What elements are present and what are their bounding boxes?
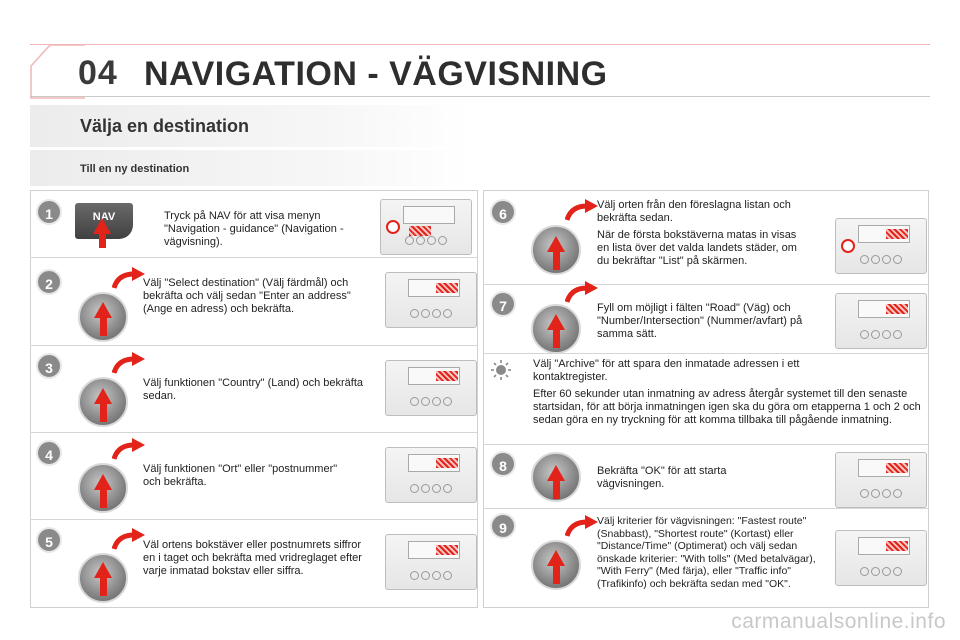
press-arrow-icon <box>94 388 112 404</box>
radio-unit-4 <box>385 447 477 503</box>
press-arrow-stem <box>553 566 560 584</box>
press-arrow-stem <box>100 318 107 336</box>
radio-unit-8 <box>835 452 927 508</box>
tip-row <box>483 353 929 354</box>
rotate-arrow-icon <box>565 198 599 222</box>
rotate-arrow-icon <box>112 527 146 551</box>
step-1-text: Tryck på NAV för att visa menyn "Navigation - guidance" (Navigation - vägvisning). <box>164 210 344 248</box>
step-6-note: När de första bokstäverna matas in visas en lista över det valda landets städer, om du bekräftar "List" på skärmen. <box>597 229 797 267</box>
press-arrow-icon <box>94 562 112 578</box>
press-arrow-icon <box>547 465 565 481</box>
step-8-row <box>483 444 929 445</box>
press-arrow-icon <box>547 314 565 330</box>
tip-lightbulb-icon <box>490 359 512 381</box>
rotate-arrow-icon <box>112 351 146 375</box>
step-9-row <box>483 508 929 509</box>
step-3-row <box>30 345 478 346</box>
step-2-text: Välj "Select destination" (Välj färdmål) och bekräfta och välj sedan "Enter an address" (Ange en adress) och bekräfta. <box>143 277 351 315</box>
chapter-number: 04 <box>78 54 118 92</box>
step-7-row <box>483 284 929 285</box>
step-4-row <box>30 432 478 433</box>
step-3-badge: 3 <box>36 353 62 379</box>
header-divider <box>30 96 930 97</box>
tip-note: Efter 60 sekunder utan inmatning av adress återgår systemet till den senaste startsidan, för att börja inmatningen igen ska du göra om etapperna 1 och 2 och sedan göra en ny tryckning för att komma tillbaka till pågående inmatning. <box>533 388 921 426</box>
radio-unit-3 <box>385 360 477 416</box>
press-arrow-icon <box>94 302 112 318</box>
step-4-badge: 4 <box>36 440 62 466</box>
rotate-arrow-icon <box>565 280 599 304</box>
press-arrow-stem <box>553 252 560 270</box>
press-arrow-stem <box>553 330 560 348</box>
header-corner-decoration <box>30 44 85 99</box>
nav-button: NAV <box>75 203 133 239</box>
press-arrow-stem <box>553 481 560 499</box>
press-arrow-stem <box>100 404 107 422</box>
step-8-badge: 8 <box>490 451 516 477</box>
step-9-text: Välj kriterier för vägvisningen: "Fastest route" (Snabbast), "Shortest route" (Kortast) eller "Distance/Time" (Optimerat) och välj sedan önskade kriterier: "With tolls" (Med betalvägar), "With Ferry" (Med färja), eller "Traffic info" (Trafikinfo) och bekräfta sedan med "OK". <box>597 515 816 590</box>
press-arrow-icon <box>547 550 565 566</box>
press-arrow-icon <box>94 474 112 490</box>
subsection-title: Till en ny destination <box>80 163 190 175</box>
press-arrow-icon <box>547 236 565 252</box>
rotate-arrow-icon <box>112 437 146 461</box>
section-title: Välja en destination <box>80 116 250 136</box>
step-2-badge: 2 <box>36 269 62 295</box>
step-6-badge: 6 <box>490 199 516 225</box>
tip-text: Välj "Archive" för att spara den inmatade adressen i ett kontaktregister. <box>533 358 800 383</box>
step-7-text: Fyll om möjligt i fälten "Road" (Väg) och "Number/Intersection" (Nummer/avfart) på samma sätt. <box>597 302 803 340</box>
step-7-badge: 7 <box>490 291 516 317</box>
press-arrow-icon <box>93 218 111 234</box>
rotate-arrow-icon <box>565 514 599 538</box>
step-5-text: Väl ortens bokstäver eller postnumrets siffror en i taget och bekräfta med vridreglaget efter varje inmatad bokstav eller siffra. <box>143 539 362 577</box>
radio-unit-5 <box>385 534 477 590</box>
press-arrow-stem <box>100 490 107 508</box>
step-8-text: Bekräfta "OK" för att starta vägvisningen. <box>597 465 727 490</box>
step-5-row <box>30 519 478 520</box>
rotate-arrow-icon <box>112 266 146 290</box>
step-1-badge: 1 <box>36 199 62 225</box>
step-9-badge: 9 <box>490 513 516 539</box>
step-6-text: Välj orten från den föreslagna listan och bekräfta sedan. <box>597 199 791 224</box>
press-arrow-stem <box>99 234 106 248</box>
radio-unit-6 <box>835 218 927 274</box>
press-arrow-stem <box>100 578 107 596</box>
step-3-text: Välj funktionen "Country" (Land) och bekräfta sedan. <box>143 377 363 402</box>
radio-unit-2 <box>385 272 477 328</box>
step-4-text: Välj funktionen "Ort" eller "postnummer" och bekräfta. <box>143 463 338 488</box>
radio-unit-9 <box>835 530 927 586</box>
page-title: NAVIGATION - VÄGVISNING <box>144 55 608 93</box>
radio-unit-7 <box>835 293 927 349</box>
watermark: carmanualsonline.info <box>731 610 946 633</box>
step-2-row <box>30 257 478 258</box>
step-5-badge: 5 <box>36 527 62 553</box>
radio-unit-1 <box>380 199 472 255</box>
